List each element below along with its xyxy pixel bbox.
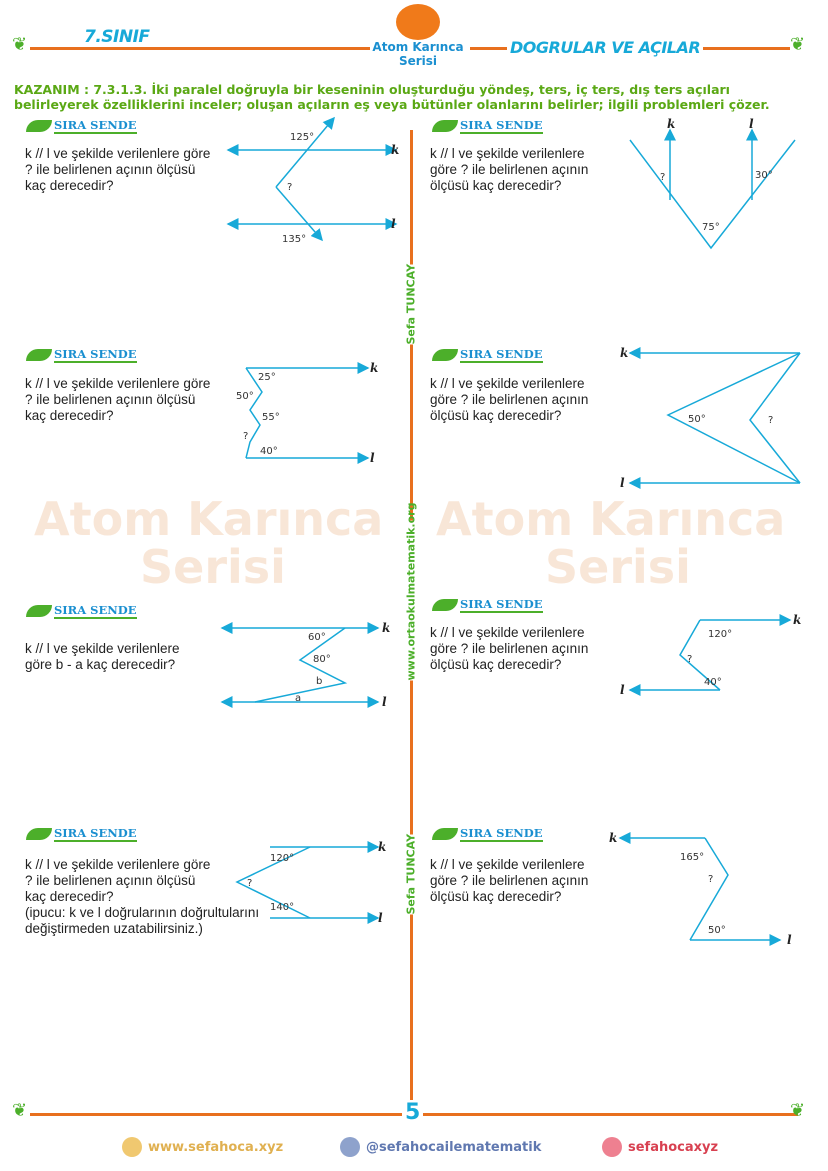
angle-label: 55° — [262, 412, 280, 423]
vine-ornament-icon: ❦ — [12, 1100, 28, 1121]
line-label-l: l — [749, 117, 754, 131]
author-label: Sefa TUNCAY — [404, 833, 418, 915]
youtube-icon — [602, 1137, 622, 1157]
angle-label: 120° — [270, 853, 295, 864]
vine-ornament-icon: ❦ — [12, 34, 28, 55]
vine-ornament-icon: ❦ — [790, 34, 806, 55]
watermark: Serisi — [140, 540, 286, 594]
topic-title: DOGRULAR VE AÇILAR — [507, 38, 703, 57]
line-label-k: k — [370, 361, 379, 375]
line-label-l: l — [787, 933, 792, 947]
problem-3-text: k // l ve şekilde verilenlere göre ? ile belirlenen açının ölçüsü kaç derecedir? — [25, 376, 211, 423]
line-label-l: l — [382, 695, 387, 709]
sira-sende-badge: SIRA SENDE — [26, 826, 137, 842]
line-label-l: l — [620, 683, 625, 697]
angle-label: 40° — [260, 446, 278, 457]
zigzag — [255, 628, 345, 702]
angle-label: 60° — [308, 632, 326, 643]
angle-label: ? — [287, 182, 293, 193]
angle-label: 30° — [755, 170, 773, 181]
rss-icon — [122, 1137, 142, 1157]
transversal — [276, 187, 322, 240]
angle-label: ? — [243, 431, 249, 442]
sira-sende-badge: SIRA SENDE — [432, 118, 543, 134]
angle-label: 120° — [708, 629, 733, 640]
angle-label: 80° — [313, 654, 331, 665]
watermark: Atom Karınca — [436, 492, 786, 546]
line-label-k: k — [382, 621, 391, 635]
kazanim-text: KAZANIM : 7.3.1.3. İki paralel doğruyla bir keseninin oluşturduğu yöndeş, ters, iç ters, dış ters açıları belirleyerek özelliklerini inceler; oluşan açıların eş veya bütünler olanlarını belirler; ilgili problemleri çözer. — [14, 82, 770, 112]
angle-label: 75° — [702, 222, 720, 233]
angle-label: ? — [247, 878, 253, 889]
line-label-k: k — [391, 143, 400, 157]
watermark: Serisi — [545, 540, 691, 594]
angle-label: ? — [687, 654, 693, 665]
footer-website[interactable]: www.sefahoca.xyz — [122, 1137, 283, 1157]
problem-4-text: k // l ve şekilde verilenlere göre ? ile belirlenen açının ölçüsü kaç derecedir? — [430, 376, 589, 423]
problem-2-text: k // l ve şekilde verilenlere göre ? ile belirlenen açının ölçüsü kaç derecedir? — [430, 146, 589, 193]
angle-label: ? — [708, 874, 714, 885]
line-label-l: l — [378, 911, 383, 925]
author-label: Sefa TUNCAY — [404, 263, 418, 345]
problem-5-text: k // l ve şekilde verilenlere göre b - a kaç derecedir? — [25, 641, 180, 672]
angle-label: a — [295, 693, 302, 704]
problem-1-text: k // l ve şekilde verilenlere göre ? ile belirlenen açının ölçüsü kaç derecedir? — [25, 146, 211, 193]
sira-sende-badge: SIRA SENDE — [26, 347, 137, 363]
sira-sende-badge: SIRA SENDE — [26, 603, 137, 619]
facebook-icon — [340, 1137, 360, 1157]
problem-8-text: k // l ve şekilde verilenlere göre ? ile belirlenen açının ölçüsü kaç derecedir? — [430, 857, 589, 904]
angle-label: ? — [660, 172, 666, 183]
angle-label: 40° — [704, 677, 722, 688]
sira-sende-badge: SIRA SENDE — [432, 826, 543, 842]
footer-youtube[interactable]: sefahocaxyz — [602, 1137, 718, 1157]
sira-sende-badge: SIRA SENDE — [432, 347, 543, 363]
sira-sende-badge: SIRA SENDE — [432, 597, 543, 613]
line-label-k: k — [378, 840, 387, 854]
angle-label: 50° — [708, 925, 726, 936]
vine-ornament-icon: ❦ — [790, 1100, 806, 1121]
page-number: 5 — [402, 1100, 423, 1125]
line-label-k: k — [793, 613, 802, 627]
angle-label: 50° — [688, 414, 706, 425]
line-label-k: k — [620, 346, 629, 360]
line-label-l: l — [620, 476, 625, 490]
angle-label: b — [316, 676, 323, 687]
logo: Atom Karınca Serisi — [368, 4, 468, 82]
angle-label: 125° — [290, 132, 315, 143]
line-label-k: k — [667, 117, 676, 131]
transversal — [276, 118, 334, 187]
website-side-label: www.ortaokulmatematik.org — [404, 502, 418, 681]
angle-label: 50° — [236, 391, 254, 402]
angle-label: 135° — [282, 234, 307, 245]
watermark: Atom Karınca — [34, 492, 384, 546]
line-label-k: k — [609, 831, 618, 845]
line-label-l: l — [370, 451, 375, 465]
angle-label: 165° — [680, 852, 705, 863]
problem-6-text: k // l ve şekilde verilenlere göre ? ile belirlenen açının ölçüsü kaç derecedir? — [430, 625, 589, 672]
line-label-l: l — [391, 217, 396, 231]
footer-facebook[interactable]: @sefahocailematematik — [340, 1137, 541, 1157]
grade-title: 7.SINIF — [84, 27, 150, 47]
problem-7-text: k // l ve şekilde verilenlere göre ? ile belirlenen açının ölçüsü kaç derecedir? — [25, 857, 211, 904]
angle-label: ? — [768, 415, 774, 426]
problem-7-hint: (ipucu: k ve l doğrularının doğrultularını değiştirmeden uzatabilirsiniz.) — [25, 905, 260, 936]
sira-sende-badge: SIRA SENDE — [26, 118, 137, 134]
angle-label: 140° — [270, 902, 295, 913]
angle-label: 25° — [258, 372, 276, 383]
